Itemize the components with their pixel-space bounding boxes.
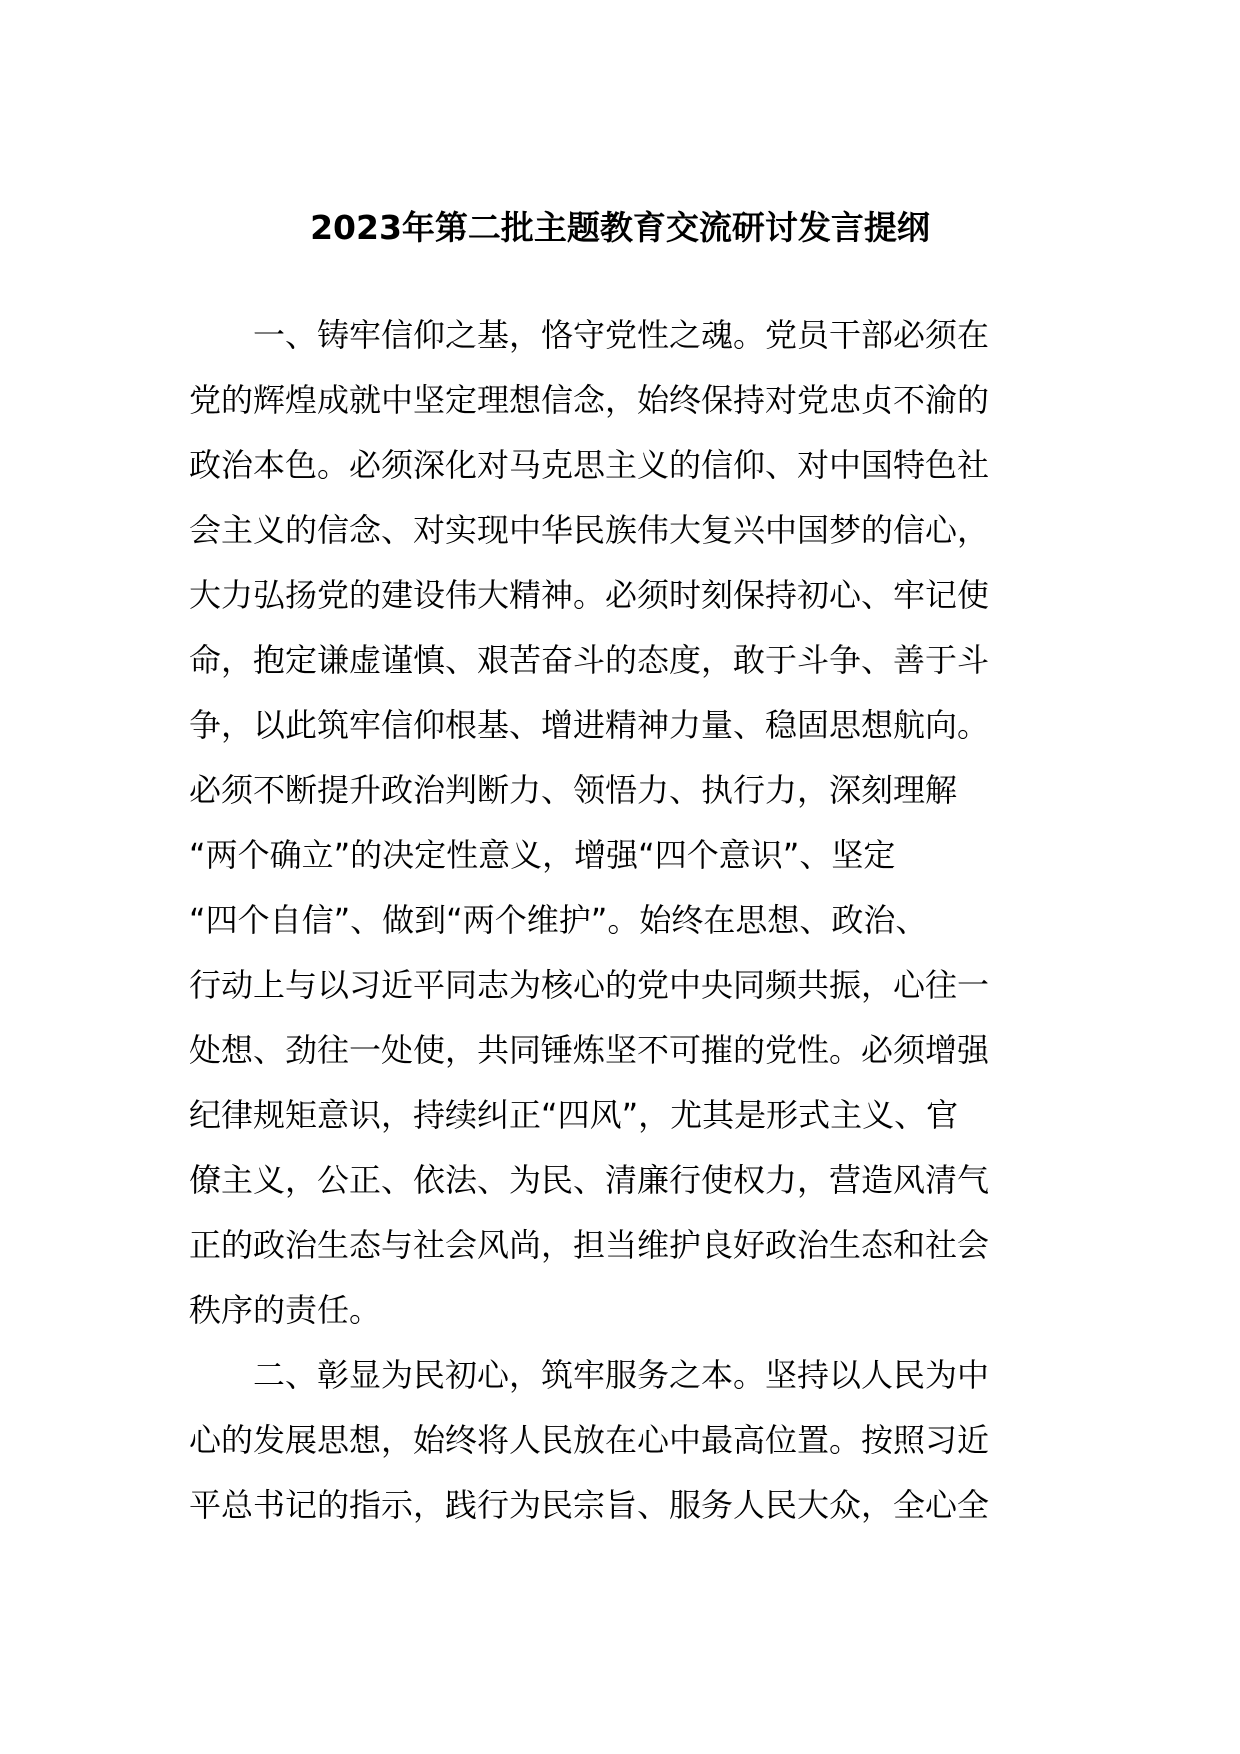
body-line: 命，抱定谦虚谨慎、艰苦奋斗的态度，敢于斗争、善于斗 [189, 641, 990, 679]
body-line: 纪律规矩意识，持续纠正“四风”，尤其是形式主义、官 [189, 1096, 959, 1134]
body-line: 平总书记的指示，践行为民宗旨、服务人民大众，全心全 [189, 1486, 990, 1524]
body-line: 一、铸牢信仰之基，恪守党性之魂。党员干部必须在 [189, 316, 990, 354]
body-line: 心的发展思想，始终将人民放在心中最高位置。按照习近 [189, 1421, 990, 1459]
body-line: 必须不断提升政治判断力、领悟力、执行力，深刻理解 [189, 771, 958, 809]
body-line: 正的政治生态与社会风尚，担当维护良好政治生态和社会 [189, 1226, 990, 1264]
body-line: 僚主义，公正、依法、为民、清廉行使权力，营造风清气 [189, 1161, 990, 1199]
body-line: 处想、劲往一处使，共同锤炼坚不可摧的党性。必须增强 [189, 1031, 990, 1069]
body-line: “两个确立”的决定性意义，增强“四个意识”、坚定 [189, 836, 896, 874]
body-line: 二、彰显为民初心，筑牢服务之本。坚持以人民为中 [189, 1356, 990, 1394]
body-line: 争，以此筑牢信仰根基、增进精神力量、稳固思想航向。 [189, 706, 990, 744]
body-line: 行动上与以习近平同志为核心的党中央同频共振，心往一 [189, 966, 990, 1004]
body-line: “四个自信”、做到“两个维护”。始终在思想、政治、 [189, 901, 928, 939]
body-line: 政治本色。必须深化对马克思主义的信仰、对中国特色社 [189, 446, 990, 484]
body-line: 大力弘扬党的建设伟大精神。必须时刻保持初心、牢记使 [189, 576, 990, 614]
body-line: 秩序的责任。 [189, 1291, 382, 1329]
document-title: 2023年第二批主题教育交流研讨发言提纲 [310, 208, 930, 247]
body-line: 党的辉煌成就中坚定理想信念，始终保持对党忠贞不渝的 [189, 381, 990, 419]
document-body [189, 303, 1069, 1538]
body-line: 会主义的信念、对实现中华民族伟大复兴中国梦的信心， [189, 511, 990, 549]
